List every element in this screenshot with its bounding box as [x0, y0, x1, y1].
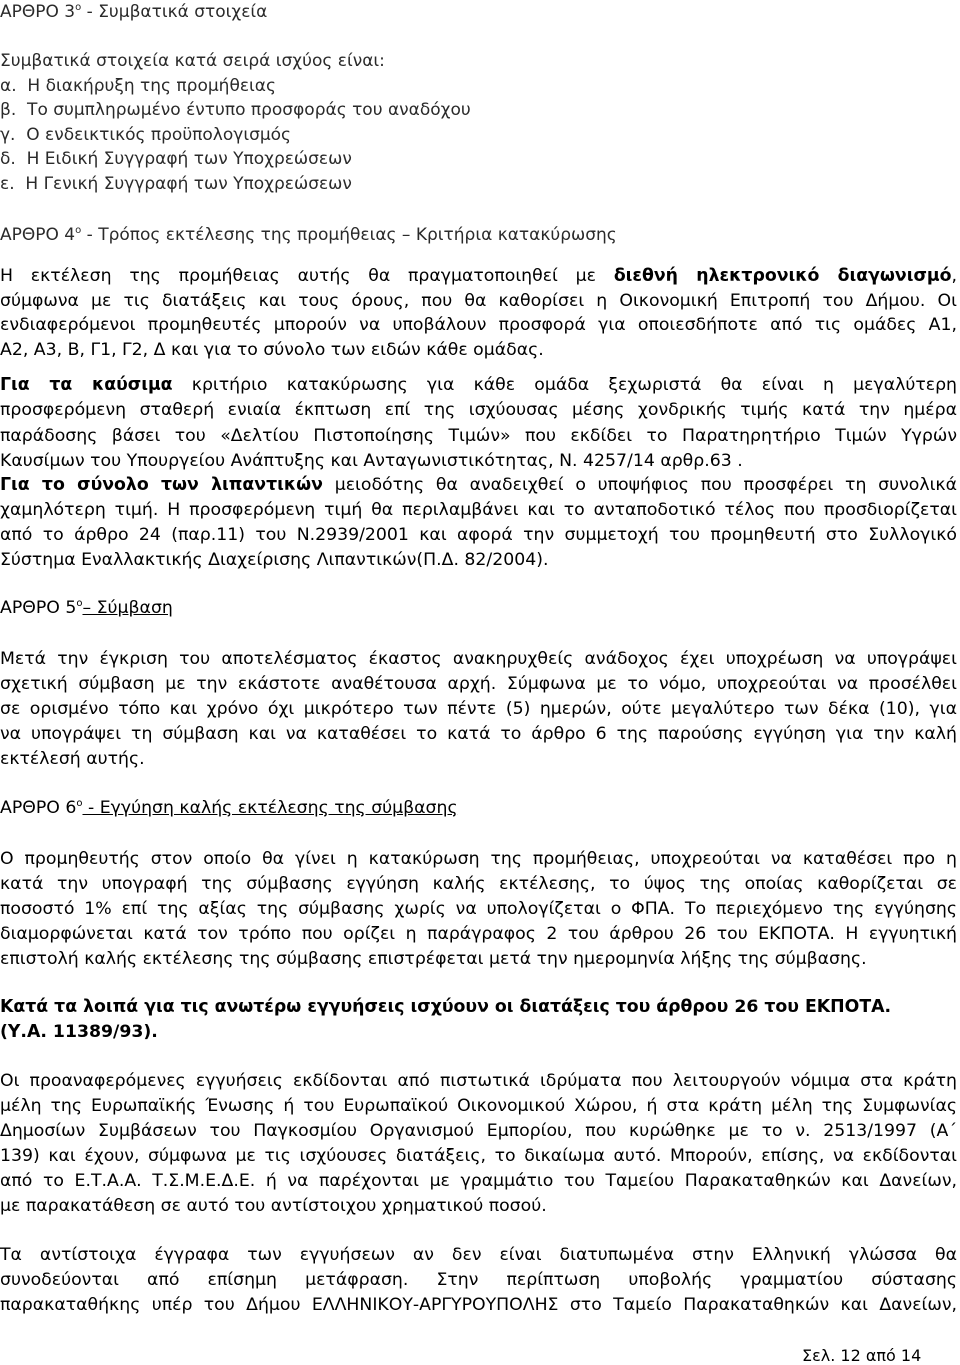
- article-6-title-number: ΑΡΘΡΟ 6: [0, 798, 77, 818]
- article-5-title: [0, 600, 173, 617]
- article-3-title-ordinal: ο: [75, 2, 82, 13]
- article-6-line: Οι προαναφερόμενες εγγυήσεις εκδίδονται από πιστωτικά ιδρύματα που λειτουργούν νόμιμα στα κράτη: [0, 1071, 957, 1091]
- article-6-bold-line: Κατά τα λοιπά για τις ανωτέρω εγγυήσεις ισχύουν οι διατάξεις του άρθρου 26 του ΕΚΠΟΤΑ.: [0, 997, 892, 1017]
- article-4-line: από το άρθρο 24 (παρ.11) του Ν.2939/2001 και αφορά την συμμετοχή του προμηθευτή στο Συλλογικό: [0, 525, 957, 545]
- article-6-line: Ο προμηθευτής στον οποίο θα γίνει η κατακύρωση της προμήθειας, υποχρεούται να καταθέσει προ η: [0, 849, 957, 869]
- article-6-title: [0, 800, 458, 817]
- article-4-line: Η εκτέλεση της προμήθειας αυτής θα πραγματοποιηθεί με διεθνή ηλεκτρονικό διαγωνισμό,: [0, 266, 957, 286]
- article-3-intro: Συμβατικά στοιχεία κατά σειρά ισχύος είναι:: [0, 51, 385, 71]
- article-6-line: κατά την υπογραφή της σύμβασης εγγύηση καλής εκτέλεσης, το ύψος της οποίας καθορίζεται σε: [0, 874, 957, 894]
- article-4-line: χαμηλότερη τιμή. Η προσφερόμενη τιμή θα περιλαμβάνει και το ανταποδοτικό τέλος που προσδιορίζεται: [0, 500, 957, 520]
- article-4-line: Σύστημα Εναλλακτικής Διαχείρισης Λιπαντικών(Π.Δ. 82/2004).: [0, 550, 549, 570]
- article-6-line: Τα αντίστοιχα έγγραφα των εγγυήσεων αν δεν είναι διατυπωμένα στην Ελληνική γλώσσα θα: [0, 1245, 957, 1265]
- article-3-title: [0, 4, 267, 21]
- article-6-line: μέλη της Ευρωπαϊκής Ένωσης ή του Ευρωπαϊκού Οικονομικού Χώρου, ή στα κράτη μέλη της Συμφωνίας: [0, 1096, 957, 1116]
- article-5-title-ordinal: ο: [76, 598, 83, 609]
- article-6-title-ordinal: ο: [76, 798, 83, 809]
- article-4-line: Για το σύνολο των λιπαντικών μειοδότης θα αναδειχθεί ο υποψήφιος που προσφέρει τη συνολικά: [0, 475, 957, 495]
- article-6-title-text: - Εγγύηση καλής εκτέλεσης της σύμβασης: [82, 798, 458, 818]
- article-5-line: εκτέλεσή αυτής.: [0, 749, 145, 769]
- bold-phrase: Για τα καύσιμα: [0, 375, 173, 395]
- article-4-title-text: - Τρόπος εκτέλεσης της προμήθειας – Κριτήρια κατακύρωσης: [81, 225, 617, 245]
- article-6-line: από το Ε.Τ.Α.Α. Τ.Σ.Μ.Ε.Δ.Ε. ή να παρέχονται με γραμμάτιο του Ταμείου Παρακαταθηκών και Δανείων,: [0, 1171, 957, 1191]
- article-5-line: Μετά την έγκριση του αποτελέσματος έκαστος ανακηρυχθείς ανάδοχος έχει υποχρέωση να υπογράψει: [0, 649, 957, 669]
- article-5-line: σε ορισμένο τόπο και χρόνο όχι μικρότερο των πέντε (5) ημερών, ούτε μεγαλύτερο των δέκα (10), για: [0, 699, 957, 719]
- article-5-title-number: ΑΡΘΡΟ 5: [0, 598, 77, 618]
- bold-phrase: Για το σύνολο των λιπαντικών: [0, 475, 323, 495]
- list-item: δ. Η Ειδική Συγγραφή των Υποχρεώσεων: [0, 149, 352, 169]
- bold-phrase: διεθνή ηλεκτρονικό διαγωνισμό: [613, 266, 952, 286]
- article-4-title: [0, 227, 617, 244]
- article-4-line: Α2, Α3, Β, Γ1, Γ2, Δ και για το σύνολο των ειδών κάθε ομάδας.: [0, 340, 544, 360]
- article-6-bold-line: (Υ.Α. 11389/93).: [0, 1022, 158, 1042]
- article-6-line: με παρακατάθεση σε αυτό του αντίστοιχου χρηματικού ποσού.: [0, 1196, 547, 1216]
- list-item: α. Η διακήρυξη της προμήθειας: [0, 76, 276, 96]
- list-item: γ. Ο ενδεικτικός προϋπολογισμός: [0, 125, 292, 145]
- article-6-line: επιστολή καλής εκτέλεσης της σύμβασης επιστρέφεται μετά την ημερομηνία λήξης της σύμβασης.: [0, 949, 867, 969]
- article-4-line: Καυσίμων του Υπουργείου Ανάπτυξης και Ανταγωνιστικότητας, Ν. 4257/14 αρθρ.63 .: [0, 451, 743, 471]
- article-6-line: 139) και έχουν, σύμφωνα με τις ισχύουσες διατάξεις, το δικαίωμα αυτό. Μπορούν, επίσης, να εκδίδονται: [0, 1146, 957, 1166]
- article-4-line: ενδιαφερόμενοι προμηθευτές μπορούν να υποβάλουν προσφορά για οποιεσδήποτε από τις ομάδες Α1,: [0, 315, 957, 335]
- list-item: β. Το συμπληρωμένο έντυπο προσφοράς του αναδόχου: [0, 100, 471, 120]
- article-6-line: συνοδεύονται από επίσημη μετάφραση. Στην περίπτωση υποβολής γραμματίου σύστασης: [0, 1270, 957, 1290]
- article-5-line: να υπογράψει τη σύμβαση και να καταθέσει το κατά το άρθρο 6 της παρούσης εγγύηση για την καλή: [0, 724, 957, 744]
- article-5-title-text: – Σύμβαση: [82, 598, 173, 618]
- article-3-title-text: - Συμβατικά στοιχεία: [81, 2, 268, 22]
- article-5-line: σχετική σύμβαση με την εκάστοτε αναθέτουσα αρχή. Σύμφωνα με το νόμο, υποχρεούται να προσέλθει: [0, 674, 957, 694]
- article-4-title-number: ΑΡΘΡΟ 4: [0, 225, 76, 245]
- article-4-line: προσφερόμενη σταθερή ενιαία έκπτωση επί της ισχύουσας μέσης χονδρικής τιμής κατά την ημέρα: [0, 400, 957, 420]
- page-number: Σελ. 12 από 14: [802, 1346, 922, 1365]
- article-6-line: Δημοσίων Συμβάσεων του Παγκοσμίου Οργανισμού Εμπορίου, που κυρώθηκε με το ν. 2513/1997 (Α΄: [0, 1121, 957, 1141]
- article-6-line: ποσοστό 1% επί της αξίας της σύμβασης χωρίς να υπολογίζεται ο ΦΠΑ. Το περιεχόμενο της εγγύησης: [0, 899, 957, 919]
- article-4-line: Για τα καύσιμα κριτήριο κατακύρωσης για κάθε ομάδα ξεχωριστά θα είναι η μεγαλύτερη: [0, 375, 958, 395]
- article-3-title-number: ΑΡΘΡΟ 3: [0, 2, 76, 22]
- article-6-line: διαμορφώνεται κατά τον τρόπο που ορίζει η παράγραφος 2 του άρθρου 26 του ΕΚΠΟΤΑ. Η εγγυητική: [0, 924, 957, 944]
- list-item: ε. Η Γενική Συγγραφή των Υποχρεώσεων: [0, 174, 352, 194]
- article-4-line: σύμφωνα με τις διατάξεις και τους όρους, που θα καθορίσει η Οικονομική Επιτροπή του Δήμου. Οι: [0, 291, 957, 311]
- article-6-line: παρακαταθήκης υπέρ του Δήμου ΕΛΛΗΝΙΚΟΥ-ΑΡΓΥΡΟΥΠΟΛΗΣ στο Ταμείο Παρακαταθηκών και Δανείων,: [0, 1295, 957, 1315]
- article-4-title-ordinal: ο: [75, 225, 82, 236]
- article-4-line: παράδοσης βάσει του «Δελτίου Πιστοποίησης Τιμών» που εκδίδει το Παρατηρητήριο Τιμών Υγρών: [0, 426, 957, 446]
